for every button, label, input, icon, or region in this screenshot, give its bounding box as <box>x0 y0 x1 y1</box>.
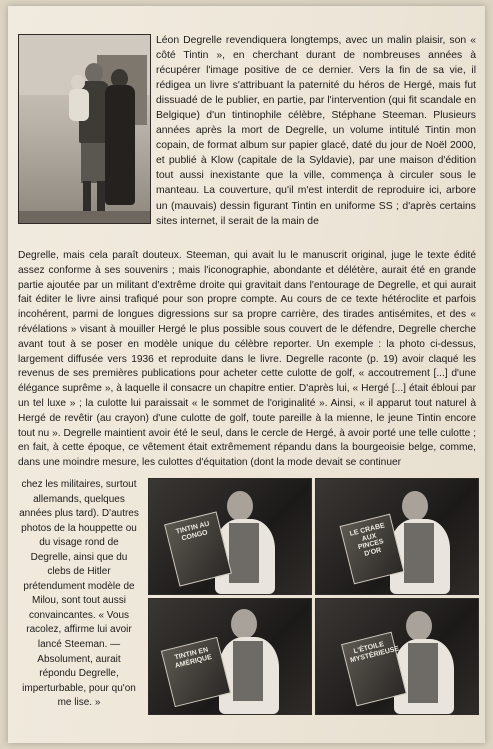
reader-head <box>231 609 257 639</box>
woman-dress <box>105 85 135 205</box>
reader-head <box>406 611 432 641</box>
album-title: L'ÉTOILE MYSTÉRIEUSE <box>349 640 400 665</box>
photo-couple-with-child <box>18 34 151 224</box>
reader-vest <box>229 523 259 583</box>
album-cover <box>164 511 232 586</box>
man-golf-trousers <box>81 143 107 183</box>
album-cover <box>341 632 407 707</box>
album-title: TINTIN EN AMÉRIQUE <box>174 646 213 670</box>
child-head <box>71 75 85 90</box>
reader-vest <box>404 523 434 583</box>
reader-vest <box>233 641 263 701</box>
paragraph-side-column: chez les militaires, surtout allemands, quelques années plus tard). D'autres photos de la houppette ou du visage rond de Degrelle, ainsi que du clebs de Hitler prétendument modèle de Milou, sont tout aussi convaincantes. « Vous racolez, affirme lui avoir lancé Steeman. — Absolument, aurait répondu Degrelle, imperturbable, pour qu'on me lise. » <box>19 479 139 709</box>
reader-head <box>227 491 253 521</box>
photo-grid-reading-albums <box>148 478 477 714</box>
photo-reading-4 <box>315 598 479 715</box>
paragraph-main: Degrelle, mais cela paraît douteux. Steeman, qui avait lu le manuscrit original, juge le texte édité assez conforme à ses souvenirs ; mais l'iconographie, abondante et délétère, aurait été en grande partie ajoutée par un militant d'extrême droite qui gravitait dans l'entourage de Degrelle, et qui aurait fait éditer le livre ainsi trafiqué pour son propre compte. Au cours de ce texte hétéroclite et parfois incohérent, parmi de longues digressions sur sa propre carrière, des tirades antisémites, et des « révélations » visant à mouiller Hergé le plus possible sous couvert de le défendre, Degrelle cherche avant tout à se poser en modèle unique du célèbre reporter. Un exemple : la photo ci-dessus, largement diffusée vers 1936 et reproduite dans le livre. Degrelle raconte (p. 19) avoir claqué les revenus de ses premières publications pour acheter cette culotte de golf, « accoutrement [...] d'une élégance suprême », à laquelle il consacre un chapitre entier. D'après lui, « Hergé [...] était ébloui par un tel luxe » ; la culotte lui paraissait « le sommet de l'originalité ». Ainsi, « il apparut tout naturel à Hergé de revêtir (au crayon) d'une culotte de golf, toute pareille à la mienne, le jeune Tintin encore tout nu ». Degrelle maintient avoir été le seul, dans le cercle de Hergé, à avoir porté une telle culotte ; en fait, à cette époque, ce vêtement était extrêmement répandu dans la bourgeoisie belge, comme, dans une moindre mesure, les culottes d'équitation (dont la mode devait se continuer <box>18 250 476 469</box>
reader-vest <box>408 643 438 703</box>
paragraph-top: Léon Degrelle revendiquera longtemps, avec un malin plaisir, son « côté Tintin », en cherchant durant de nombreuses années à récupérer l'image positive de ce dernier. Vers la fin de sa vie, il rédigea un livre s'attribuant la paternité du héros de Hergé, mais fut dissuadé de le publier, en partie, par l'intervention (qui fit scandale en Belgique) d'un tintinophile célèbre, Stéphane Steeman. Plusieurs années après la mort de Degrelle, un volume intitulé Tintin mon copain, de format album sur papier glacé, daté du jour de Noël 2000, et publié à Klow (capitale de la Syldavie), par une maison d'édition tout aussi inexistante que la ville, commença à circuler sous le manteau. La couverture, qu'il m'est interdit de reproduire ici, arbore un (mauvais) dessin figurant Tintin en uniforme SS ; d'après certains sites internet, il serait de la main de <box>156 35 476 227</box>
album-title: LE CRABE AUX PINCES D'OR <box>349 522 386 558</box>
photo-reading-2 <box>315 478 479 595</box>
reader-head <box>402 491 428 521</box>
photo-reading-3 <box>148 598 312 715</box>
photo-ground <box>19 211 150 223</box>
man-head <box>85 63 103 83</box>
book-page <box>8 6 485 743</box>
child-body <box>69 89 89 121</box>
album-title: TINTIN AU CONGO <box>175 520 211 543</box>
photo-reading-1 <box>148 478 312 595</box>
album-cover <box>340 514 405 585</box>
